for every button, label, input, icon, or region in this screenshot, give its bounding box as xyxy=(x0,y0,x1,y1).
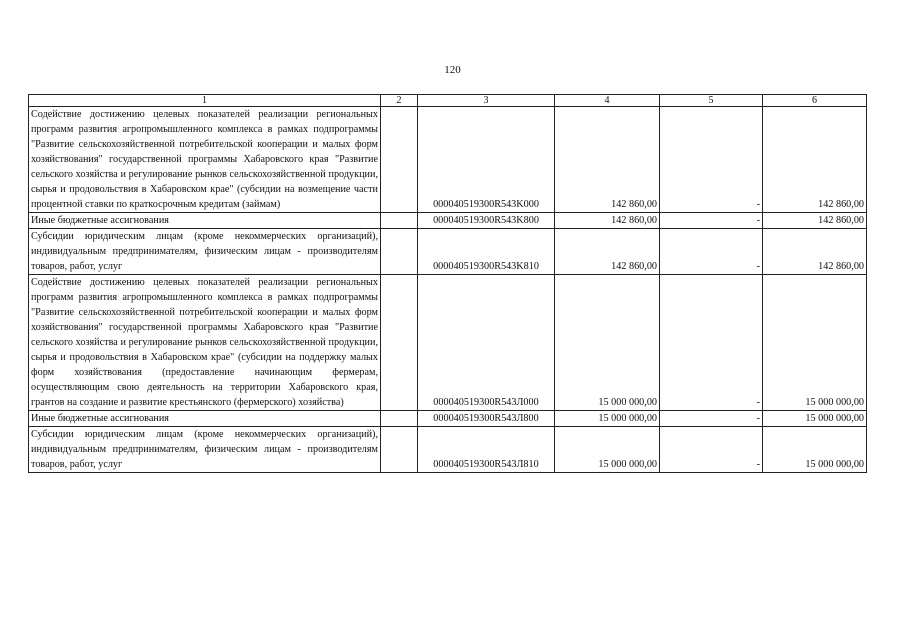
row-col4: 15 000 000,00 xyxy=(555,275,660,411)
table-row xyxy=(29,427,867,473)
row-code: 000040519300R543Л800 xyxy=(418,411,555,427)
row-col5: - xyxy=(660,107,763,213)
row-col6: 15 000 000,00 xyxy=(763,427,867,473)
row-col2 xyxy=(381,275,418,411)
budget-table xyxy=(28,94,867,473)
row-col5: - xyxy=(660,213,763,229)
row-col2 xyxy=(381,411,418,427)
row-col6: 142 860,00 xyxy=(763,107,867,213)
row-col4: 142 860,00 xyxy=(555,213,660,229)
row-code: 000040519300R543Л810 xyxy=(418,427,555,473)
row-col6: 142 860,00 xyxy=(763,213,867,229)
row-name: Иные бюджетные ассигнования xyxy=(29,411,381,427)
table-row xyxy=(29,411,867,427)
row-code: 000040519300R543K810 xyxy=(418,229,555,275)
row-name: Содействие достижению целевых показателей реализации региональных программ развития агропромышленного комплекса в рамках подпрограммы "Развитие сельскохозяйственной потребительской кооперации и малых форм хозяйствования" государственной программы Хабаровского края "Развитие сельского хозяйства и регулирование рынков сельскохозяйственной продукции, сырья и продовольствия в Хабаровском крае" (субсидии на поддержку малых форм хозяйствования (предоставление начинающим фермерам, осуществляющим свою деятельность на территории Хабаровского края, грантов на создание и развитие крестьянского (фермерского) хозяйства) xyxy=(29,275,381,411)
row-col4: 142 860,00 xyxy=(555,229,660,275)
header-cell: 1 xyxy=(29,95,381,107)
row-col5: - xyxy=(660,427,763,473)
row-name: Содействие достижению целевых показателей реализации региональных программ развития агропромышленного комплекса в рамках подпрограммы "Развитие сельскохозяйственной потребительской кооперации и малых форм хозяйствования" государственной программы Хабаровского края "Развитие сельского хозяйства и регулирование рынков сельскохозяйственной продукции, сырья и продовольствия в Хабаровском крае" (субсидии на возмещение части процентной ставки по краткосрочным кредитам (займам) xyxy=(29,107,381,213)
table-row xyxy=(29,229,867,275)
page-number: 120 xyxy=(444,64,461,76)
row-name: Субсидии юридическим лицам (кроме некоммерческих организаций), индивидуальным предпринимателям, физическим лицам - производителям товаров, работ, услуг xyxy=(29,229,381,275)
row-col6: 15 000 000,00 xyxy=(763,275,867,411)
row-code: 000040519300R543Л000 xyxy=(418,275,555,411)
row-code: 000040519300R543K000 xyxy=(418,107,555,213)
row-col2 xyxy=(381,213,418,229)
row-col2 xyxy=(381,427,418,473)
header-cell: 4 xyxy=(555,95,660,107)
row-col4: 142 860,00 xyxy=(555,107,660,213)
table-header-row xyxy=(29,95,867,107)
row-name: Иные бюджетные ассигнования xyxy=(29,213,381,229)
row-code: 000040519300R543K800 xyxy=(418,213,555,229)
table-row xyxy=(29,107,867,213)
row-col4: 15 000 000,00 xyxy=(555,427,660,473)
header-cell: 2 xyxy=(381,95,418,107)
row-name: Субсидии юридическим лицам (кроме некоммерческих организаций), индивидуальным предпринимателям, физическим лицам - производителям товаров, работ, услуг xyxy=(29,427,381,473)
row-col6: 15 000 000,00 xyxy=(763,411,867,427)
header-cell: 5 xyxy=(660,95,763,107)
table-row xyxy=(29,275,867,411)
header-cell: 3 xyxy=(418,95,555,107)
row-col5: - xyxy=(660,275,763,411)
table-row xyxy=(29,213,867,229)
row-col2 xyxy=(381,229,418,275)
row-col5: - xyxy=(660,411,763,427)
row-col6: 142 860,00 xyxy=(763,229,867,275)
header-cell: 6 xyxy=(763,95,867,107)
row-col4: 15 000 000,00 xyxy=(555,411,660,427)
row-col2 xyxy=(381,107,418,213)
row-col5: - xyxy=(660,229,763,275)
